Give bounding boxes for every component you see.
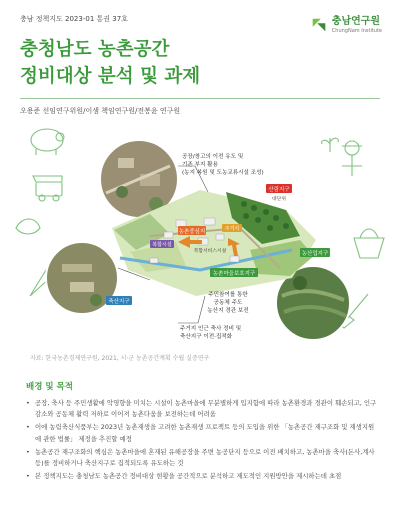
- callout-top: [182, 152, 264, 176]
- bullet-item: [26, 447, 378, 469]
- zone-tag-center: [178, 226, 206, 235]
- issue-label: 충남 정책지도 2023-01 통권 37호: [20, 15, 128, 23]
- page-title: [20, 36, 200, 90]
- logo-english: ChungNam Institute: [331, 27, 382, 34]
- background-bullet-list: [26, 398, 378, 484]
- bullet-item: [26, 471, 378, 482]
- zone-label-ag-industry: 농산업지구: [301, 251, 329, 257]
- zone-label-forest: 산림지구: [268, 187, 290, 193]
- leaf-icon: [16, 219, 40, 234]
- hay-wagon-icon: [33, 176, 62, 201]
- logo: [310, 16, 382, 34]
- callout-bottom: [180, 324, 241, 340]
- pig-icon: [31, 129, 64, 155]
- bullet-dot: •: [26, 447, 30, 456]
- bullet-text: 본 정책지도는 충청남도 농촌공간 정비대상 현황을 공간적으로 분석하고 제도적인 지원방안을 제시하는데 초점: [35, 472, 342, 481]
- zone-label-village: 농촌마을보호지구: [212, 271, 256, 277]
- bullet-dot: •: [26, 423, 30, 432]
- rural-space-illustration: [0, 118, 400, 350]
- bullet-text: 공장, 축사 등 주민생활에 악영향을 미치는 시설이 농촌마을에 무분별하게 입지함에 따라 농촌환경과 경관이 훼손되고, 인구 감소와 공동체 활력 저하로 이어져 농촌다움을 보전하는데 어려움: [35, 399, 377, 419]
- callout-bottom-line-1: 주거지 인근 축사 정비 및: [180, 326, 242, 332]
- zone-tag-ag-industry: [300, 248, 330, 257]
- zone-label-housing: 주거지: [224, 226, 240, 232]
- callout-left-line-1: 주민참여를 통한: [208, 292, 248, 298]
- zone-tag-forest: [266, 184, 292, 202]
- zone-label-welfare: 복합서비스시설: [193, 249, 227, 254]
- zone-tag-housing: [222, 224, 242, 232]
- zone-tag-welfare: [194, 247, 227, 254]
- logo-korean: 충남연구원: [331, 15, 381, 27]
- zone-label-forest-sub: 대단위: [272, 197, 286, 202]
- bullet-text: 농촌공간 재구조화의 핵심은 농촌마을에 혼재된 유해공장을 주변 농공단지 등으로 이전 배치하고, 농촌마을 축사(돈사,계사 등)를 정비하거나 축산지구로 집적되도록 유도하는 것: [35, 447, 375, 468]
- bullet-item: [26, 398, 378, 420]
- zone-tag-livestock: [106, 296, 132, 305]
- callout-top-line-3: (농지 복원 및 도농교류시설 조성): [182, 170, 264, 176]
- callout-bottom-line-2: 축산지구 이전·집적화: [180, 334, 233, 340]
- figure-source: 자료: 한국농촌경제연구원, 2021, 시·군 농촌공간계획 수립 실증연구: [30, 355, 210, 362]
- callout-top-line-1: 공장/창고의 이전 유도 및: [182, 154, 244, 160]
- section-heading: 배경 및 목적: [26, 382, 73, 392]
- callout-top-line-2: 기존 부지 활용: [182, 162, 218, 168]
- zone-tag-village: [210, 268, 258, 277]
- zone-label-center: 농촌중심지: [178, 229, 206, 235]
- basket-icon: [354, 229, 384, 258]
- zone-label-livestock: 축산지구: [108, 299, 130, 305]
- zone-tag-complex: [150, 240, 174, 248]
- bullet-dot: •: [26, 399, 30, 407]
- bullet-text: 이에 농림축산식품부는 2023년 농촌재생을 고려한 농촌재생 프로젝트 등의 도입을 위한 「농촌공간 재구조화 및 재생지원에 관한 법률」 제정을 추진할 예정: [35, 423, 375, 443]
- callout-left-line-3: 농산지 경관 보전: [207, 308, 249, 314]
- farmer-icon: [342, 141, 362, 176]
- bullet-dot: •: [26, 472, 30, 481]
- logo-mark-icon: [310, 16, 328, 34]
- title-line-2: 정비대상 분석 및 과제: [20, 66, 201, 87]
- seedling-icon: [322, 138, 339, 152]
- callout-left: [207, 290, 248, 314]
- zone-label-complex: 복합시설: [152, 242, 172, 248]
- authors: 오용준 선임연구위원/이샘 책임연구원/전봉윤 연구원: [20, 107, 181, 115]
- bullet-item: [26, 422, 378, 444]
- title-line-1: 충청남도 농촌공간: [20, 39, 170, 60]
- callout-left-line-2: 공동체 주도: [213, 300, 243, 306]
- title-divider: [20, 98, 380, 99]
